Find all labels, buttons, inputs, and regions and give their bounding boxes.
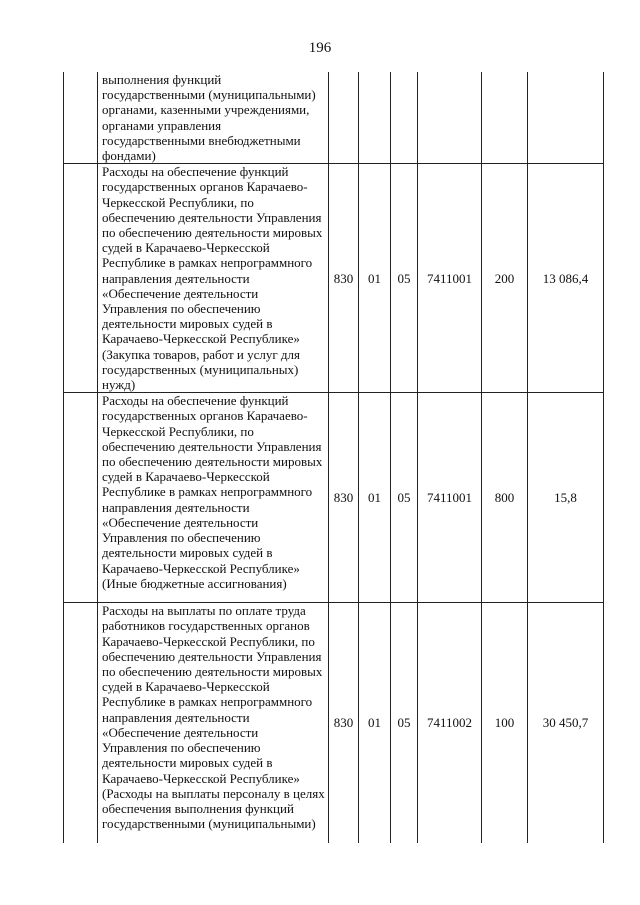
row-number-cell	[64, 393, 98, 603]
description-cell: Расходы на выплаты по оплате труда работников государственных органов Карачаево-Черкесской Республики, по обеспечению деятельности Управления по обеспечению деятельности мировых судей в Карачаево-Черкесской Республике в рамках непрограммного направления деятельности «Обеспечение деятельности Управления по обеспечению деятельности мировых судей в Карачаево-Черкесской Республике» (Расходы на выплаты персоналу в целях обеспечения выполнения функций государственными (муниципальными)	[98, 603, 329, 843]
section-cell	[359, 72, 391, 164]
subsection-cell	[391, 72, 418, 164]
description-cell: выполнения функций государственными (муниципальными) органами, казенными учреждениями, органами управления государственными внебюджетными фондами)	[98, 72, 329, 164]
target-cell: 7411002	[418, 603, 482, 843]
amount-cell: 30 450,7	[528, 603, 604, 843]
ministry-cell: 830	[329, 603, 359, 843]
expense-type-cell: 800	[482, 393, 528, 603]
subsection-cell: 05	[391, 393, 418, 603]
row-number-cell	[64, 72, 98, 164]
description-cell: Расходы на обеспечение функций государственных органов Карачаево-Черкесской Республики, по обеспечению деятельности Управления по обеспечению деятельности мировых судей в Карачаево-Черкесской Республике в рамках непрограммного направления деятельности «Обеспечение деятельности Управления по обеспечению деятельности мировых судей в Карачаево-Черкесской Республике» (Иные бюджетные ассигнования)	[98, 393, 329, 603]
row-number-cell	[64, 603, 98, 843]
expense-type-cell: 200	[482, 164, 528, 393]
amount-cell: 13 086,4	[528, 164, 604, 393]
row-number-cell	[64, 164, 98, 393]
page-number: 196	[308, 40, 332, 56]
description-cell: Расходы на обеспечение функций государственных органов Карачаево-Черкесской Республики, по обеспечению деятельности Управления по обеспечению деятельности мировых судей в Карачаево-Черкесской Республике в рамках непрограммного направления деятельности «Обеспечение деятельности Управления по обеспечению деятельности мировых судей в Карачаево-Черкесской Республике» (Закупка товаров, работ и услуг для государственных (муниципальных) нужд)	[98, 164, 329, 393]
budget-table	[63, 72, 604, 843]
amount-cell	[528, 72, 604, 164]
ministry-cell: 830	[329, 164, 359, 393]
table-row	[64, 603, 604, 843]
table-row	[64, 72, 604, 164]
target-cell	[418, 72, 482, 164]
target-cell: 7411001	[418, 164, 482, 393]
section-cell: 01	[359, 164, 391, 393]
section-cell: 01	[359, 393, 391, 603]
target-cell: 7411001	[418, 393, 482, 603]
subsection-cell: 05	[391, 164, 418, 393]
expense-type-cell	[482, 72, 528, 164]
ministry-cell: 830	[329, 393, 359, 603]
table-row	[64, 393, 604, 603]
ministry-cell	[329, 72, 359, 164]
subsection-cell: 05	[391, 603, 418, 843]
table-row	[64, 164, 604, 393]
section-cell: 01	[359, 603, 391, 843]
expense-type-cell: 100	[482, 603, 528, 843]
amount-cell: 15,8	[528, 393, 604, 603]
